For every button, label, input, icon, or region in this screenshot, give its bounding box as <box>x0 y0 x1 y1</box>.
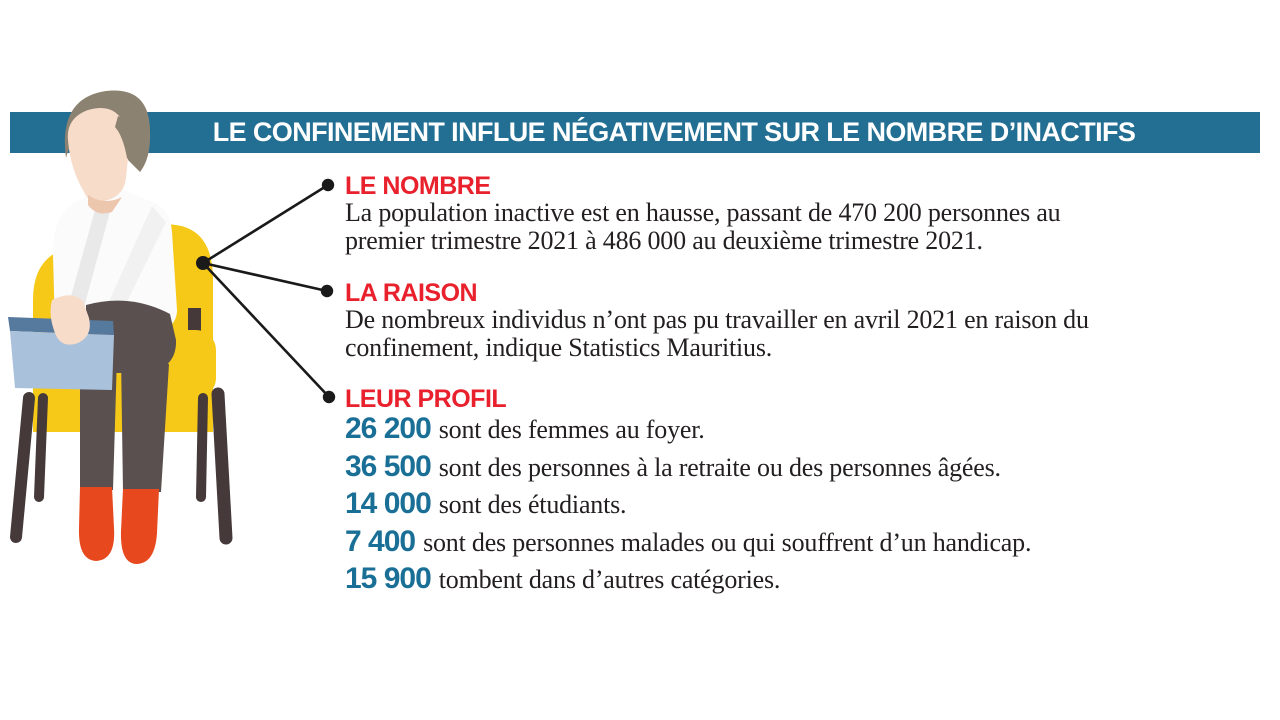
section-text-line: La population inactive est en hausse, passant de 470 200 personnes au <box>345 198 1061 227</box>
section-heading: LA RAISON <box>345 279 478 307</box>
connector-lines <box>203 185 329 397</box>
stat-line <box>345 526 1031 564</box>
stat-line <box>345 563 1031 601</box>
folder-top-edge <box>8 317 114 335</box>
shirt-shading <box>66 203 111 322</box>
section-text-line: confinement, indique Statistics Mauritius. <box>345 333 773 363</box>
folder-front <box>10 331 114 390</box>
stat-label: sont des personnes malades ou qui souffrent d’un handicap. <box>423 527 1032 557</box>
pant-leg <box>80 352 117 490</box>
person-hand <box>51 295 90 344</box>
profile-stats-list <box>345 413 1031 601</box>
bullet-dot <box>323 391 335 403</box>
chair-leg <box>39 398 43 497</box>
section-la-raison <box>345 280 1089 363</box>
chin-shadow <box>88 195 122 213</box>
chair-leg <box>201 398 203 497</box>
shoe <box>79 487 114 561</box>
pant-leg <box>121 356 169 492</box>
bullet-dot <box>321 285 333 297</box>
bullet-dot <box>322 179 334 191</box>
connector-hub-dot <box>196 256 210 270</box>
section-text-line: premier trimestre 2021 à 486 000 au deuxième trimestre 2021. <box>345 226 983 256</box>
person-shirt <box>53 186 177 340</box>
stat-line <box>345 451 1031 489</box>
stat-label: sont des femmes au foyer. <box>438 415 705 444</box>
stat-value: 7 400 <box>345 524 416 558</box>
stat-value: 26 200 <box>345 412 431 445</box>
connector-line <box>203 263 327 291</box>
connector-line <box>203 185 328 263</box>
chair-seat <box>48 330 216 398</box>
stat-value: 36 500 <box>345 449 431 483</box>
stat-label: sont des personnes à la retraite ou des personnes âgées. <box>438 452 1001 482</box>
shirt-shading <box>106 206 166 316</box>
chair-leg <box>16 398 29 537</box>
person-lap <box>86 301 176 373</box>
section-heading: LE NOMBRE <box>345 172 491 200</box>
section-le-nombre <box>345 173 1060 256</box>
header-banner <box>10 112 1260 153</box>
stat-line <box>345 413 1031 451</box>
chair-back <box>33 224 213 432</box>
section-text-line: De nombreux individus n’ont pas pu travailler en avril 2021 en raison du <box>345 305 1089 334</box>
stat-label: tombent dans d’autres catégories. <box>438 565 781 595</box>
chair-frame-post <box>188 308 201 388</box>
chair-leg <box>218 394 226 538</box>
stat-value: 15 900 <box>345 562 431 596</box>
shoe <box>121 489 159 564</box>
connector-line <box>203 263 329 397</box>
page-title: LE CONFINEMENT INFLUE NÉGATIVEMENT SUR LE NOMBRE D’INACTIFS <box>212 117 1136 147</box>
stat-line <box>345 488 1031 526</box>
section-leur-profil <box>345 386 1031 601</box>
stat-label: sont des étudiants. <box>438 490 627 520</box>
stat-value: 14 000 <box>345 487 431 521</box>
section-heading: LEUR PROFIL <box>345 385 507 413</box>
